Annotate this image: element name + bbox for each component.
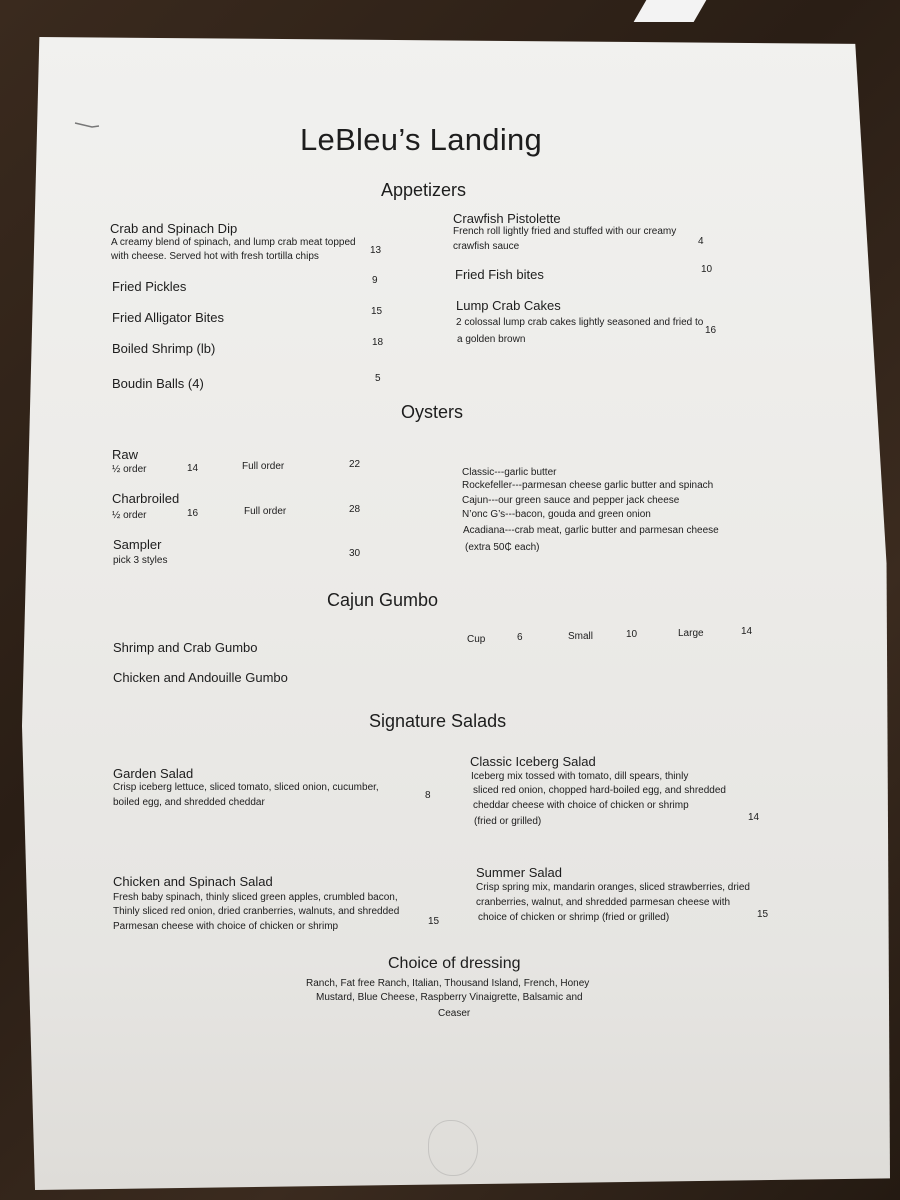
- desc-summer-1: Crisp spring mix, mandarin oranges, sliced strawberries, dried: [476, 882, 750, 893]
- restaurant-title: LeBleu’s Landing: [300, 122, 543, 157]
- item-raw: Raw: [112, 447, 139, 462]
- charbroiled-half-price: 16: [187, 508, 199, 519]
- charbroiled-full-label: Full order: [244, 506, 287, 517]
- price-summer: 15: [757, 909, 769, 920]
- item-boiled-shrimp: Boiled Shrimp (lb): [112, 341, 216, 356]
- desc-iceberg-3: cheddar cheese with choice of chicken or shrimp: [473, 800, 689, 811]
- item-charbroiled: Charbroiled: [112, 491, 180, 506]
- item-crab-dip: Crab and Spinach Dip: [110, 221, 238, 236]
- oyster-style-classic: Classic---garlic butter: [462, 467, 557, 478]
- desc-garden-2: boiled egg, and shredded cheddar: [113, 797, 265, 808]
- oyster-extra-note: (extra 50₵ each): [465, 542, 540, 553]
- desc-chicken-spinach-2: Thinly sliced red onion, dried cranberries, walnuts, and shredded: [113, 906, 400, 917]
- oyster-style-cajun: Cajun---our green sauce and pepper jack cheese: [462, 495, 680, 506]
- item-fish-bites: Fried Fish bites: [455, 267, 544, 282]
- item-chicken-andouille-gumbo: Chicken and Andouille Gumbo: [113, 670, 288, 685]
- item-garden-salad: Garden Salad: [113, 766, 194, 781]
- desc-pistolette-1: French roll lightly fried and stuffed with our creamy: [453, 226, 677, 237]
- price-fish-bites: 10: [701, 264, 713, 275]
- section-salads: Signature Salads: [369, 711, 507, 731]
- desc-iceberg-2: sliced red onion, chopped hard-boiled egg, and shredded: [473, 785, 726, 796]
- stain-mark: [428, 1120, 478, 1176]
- price-fried-pickles: 9: [372, 275, 378, 286]
- item-sampler: Sampler: [113, 537, 162, 552]
- item-alligator: Fried Alligator Bites: [112, 310, 224, 325]
- price-garden: 8: [425, 790, 431, 801]
- sampler-desc: pick 3 styles: [113, 555, 168, 566]
- gumbo-cup-price: 6: [517, 632, 523, 643]
- section-dressing: Choice of dressing: [388, 955, 521, 972]
- oyster-style-noncg: N’onc G’s---bacon, gouda and green onion: [462, 509, 651, 520]
- price-sampler: 30: [349, 548, 361, 559]
- dressing-line-3: Ceaser: [438, 1008, 471, 1019]
- raw-half-price: 14: [187, 463, 199, 474]
- price-alligator: 15: [371, 306, 383, 317]
- oyster-style-rockefeller: Rockefeller---parmesan cheese garlic butter and spinach: [462, 480, 714, 491]
- section-oysters: Oysters: [401, 402, 464, 422]
- item-iceberg-salad: Classic Iceberg Salad: [470, 754, 596, 769]
- gumbo-small-price: 10: [626, 629, 638, 640]
- item-summer-salad: Summer Salad: [476, 865, 562, 880]
- desc-chicken-spinach-1: Fresh baby spinach, thinly sliced green apples, crumbled bacon,: [113, 892, 398, 903]
- desc-summer-2: cranberries, walnut, and shredded parmesan cheese with: [476, 897, 731, 908]
- item-chicken-spinach-salad: Chicken and Spinach Salad: [113, 874, 273, 889]
- raw-half-label: ½ order: [112, 464, 147, 475]
- section-gumbo: Cajun Gumbo: [327, 590, 439, 610]
- staple-icon: [74, 121, 100, 129]
- price-boiled-shrimp: 18: [372, 337, 384, 348]
- gumbo-cup-label: Cup: [467, 634, 486, 645]
- price-crab-cakes: 16: [705, 325, 717, 336]
- price-pistolette: 4: [698, 236, 704, 247]
- price-boudin: 5: [375, 373, 381, 384]
- desc-chicken-spinach-3: Parmesan cheese with choice of chicken or shrimp: [113, 921, 339, 932]
- desc-pistolette-2: crawfish sauce: [453, 241, 520, 252]
- section-appetizers: Appetizers: [381, 180, 467, 200]
- item-crab-cakes: Lump Crab Cakes: [456, 298, 561, 313]
- item-pistolette: Crawfish Pistolette: [453, 211, 561, 226]
- gumbo-large-label: Large: [678, 628, 704, 639]
- item-boudin: Boudin Balls (4): [112, 376, 204, 391]
- desc-crab-dip-2: with cheese. Served hot with fresh tortilla chips: [111, 251, 319, 262]
- desc-iceberg-1: Iceberg mix tossed with tomato, dill spears, thinly: [471, 771, 689, 782]
- paper-corner: [634, 0, 707, 22]
- desc-iceberg-4: (fried or grilled): [474, 816, 542, 827]
- desc-crab-cakes-1: 2 colossal lump crab cakes lightly seasoned and fried to: [456, 317, 704, 328]
- oyster-style-acadiana: Acadiana---crab meat, garlic butter and parmesan cheese: [463, 525, 719, 536]
- gumbo-small-label: Small: [568, 631, 594, 642]
- desc-garden-1: Crisp iceberg lettuce, sliced tomato, sliced onion, cucumber,: [113, 782, 379, 793]
- gumbo-large-price: 14: [741, 626, 753, 637]
- raw-full-price: 22: [349, 459, 361, 470]
- charbroiled-full-price: 28: [349, 504, 361, 515]
- desc-crab-dip-1: A creamy blend of spinach, and lump crab meat topped: [111, 237, 356, 248]
- item-shrimp-crab-gumbo: Shrimp and Crab Gumbo: [113, 640, 258, 655]
- item-fried-pickles: Fried Pickles: [112, 279, 187, 294]
- dressing-line-2: Mustard, Blue Cheese, Raspberry Vinaigrette, Balsamic and: [316, 992, 583, 1003]
- price-iceberg: 14: [748, 812, 760, 823]
- desc-summer-3: choice of chicken or shrimp (fried or grilled): [478, 912, 670, 923]
- desc-crab-cakes-2: a golden brown: [457, 334, 526, 345]
- price-chicken-spinach: 15: [428, 916, 440, 927]
- dressing-line-1: Ranch, Fat free Ranch, Italian, Thousand Island, French, Honey: [306, 978, 590, 989]
- price-crab-dip: 13: [370, 245, 382, 256]
- raw-full-label: Full order: [242, 461, 285, 472]
- charbroiled-half-label: ½ order: [112, 510, 147, 521]
